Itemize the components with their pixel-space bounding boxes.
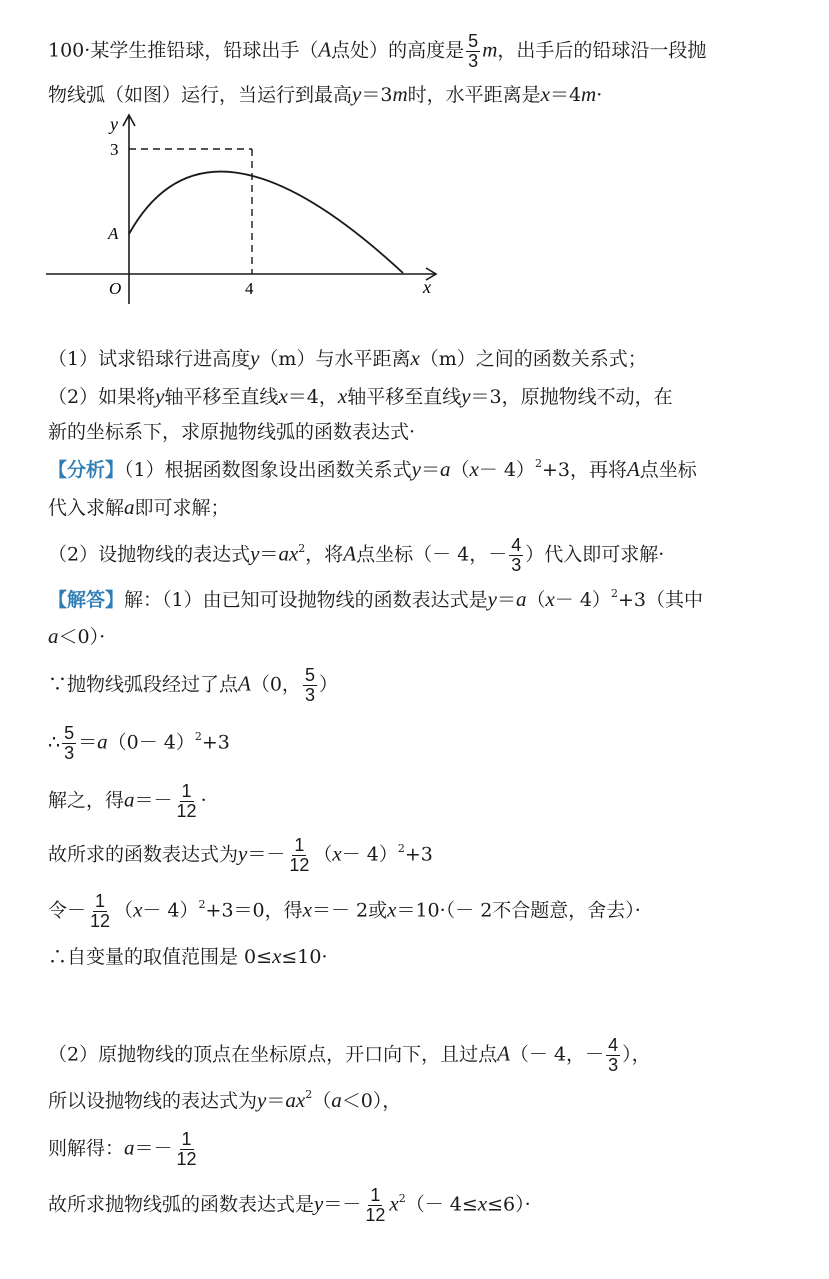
question-2-line-1: （2）如果将y轴平移至直线x＝4，x轴平移至直线y＝3，原抛物线不动，在 [48,384,673,408]
solution-substitute: ∴ $\frac{5}{3}$ $=a(0- 4)^2+3$ [48,723,230,763]
part2-final: 故所求抛物线弧的函数表达式是y＝－ $\frac{1}{12}$ $x^2(- 4\le x\le 6)\cdot$ [48,1185,531,1225]
fraction-1-12: $\frac{1}{12}$ [176,781,197,821]
part2-vertex: （2）原抛物线的顶点在坐标原点，开口向下，且过点A（－ 4，－ $\frac{4}{3}$ ）， [48,1035,651,1075]
fraction-5-3: $\frac{5}{3}$ [468,31,479,71]
point-label-A: A [108,224,119,243]
fraction-1-12: $\frac{1}{12}$ [365,1185,386,1225]
solution-roots: 令－ $\frac{1}{12}$ $(x- 4)^2+3=0$，得x＝－ 2或x＝10·（－ 2不合题意，舍去）· [48,891,641,931]
tick-label-3: 3 [110,140,119,159]
parabola-arc [129,172,403,273]
question-2-line-2: 新的坐标系下，求原抛物线弧的函数表达式· [48,421,416,443]
tick-label-4: 4 [245,279,254,298]
fraction-5-3: $\frac{5}{3}$ [64,723,75,763]
question-1: （1）试求铅球行进高度y（m）与水平距离x（m）之间的函数关系式； [48,346,647,370]
fraction-1-12: $\frac{1}{12}$ [90,891,111,931]
solution-tag: 【解答】 [48,589,125,611]
solution-function: 故所求的函数表达式为y＝－ $\frac{1}{12}$ $(x- 4)^2+3$ [48,835,433,875]
y-axis-label: y [110,114,118,134]
analysis-line-1: 【分析】（1）根据函数图象设出函数关系式$y=a(x- 4)^2+3$，再将A点坐标 [48,457,697,481]
problem-line-1: 100·某学生推铅球，铅球出手（A点处）的高度是 $\frac{5}{3}$ m，出手后的铅球沿一段抛 [48,31,707,71]
parabola-graph [40,108,450,308]
part2-result-a: 则解得：a＝－ $\frac{1}{12}$ [48,1129,197,1169]
fraction-1-12: $\frac{1}{12}$ [289,835,310,875]
solution-line-1: 【解答】解：（1）由已知可设抛物线的函数表达式是$y=a(x- 4)^2+3$（其中 [48,587,703,611]
problem-line-2: 物线弧（如图）运行，当运行到最高y＝3m时，水平距离是x＝4m· [48,82,603,106]
solution-solve-a: 解之，得a＝－ $\frac{1}{12}$ · [48,781,207,821]
part2-setup: 所以设抛物线的表达式为$y=ax^2(a<0)$， [48,1088,402,1112]
origin-label: O [109,279,122,298]
fraction-1-12: $\frac{1}{12}$ [176,1129,197,1169]
analysis-tag: 【分析】 [48,459,125,481]
x-axis-label: x [423,277,431,297]
solution-pass-point: ∵抛物线弧段经过了点A（0， $\frac{5}{3}$ ） [48,665,338,705]
analysis-line-3: （2）设抛物线的表达式$y=ax^2$，将A点坐标（－ 4，－ $\frac{4}{3}$ ）代入即可求解· [48,535,665,575]
fraction-4-3: $\frac{4}{3}$ [608,1035,619,1075]
solution-range: ∴自变量的取值范围是 0≤x≤10· [48,944,328,968]
solution-line-2: a＜0）· [48,624,106,648]
fraction-4-3: $\frac{4}{3}$ [511,535,522,575]
analysis-line-2: 代入求解a即可求解； [48,495,230,519]
fraction-5-3: $\frac{5}{3}$ [304,665,315,705]
